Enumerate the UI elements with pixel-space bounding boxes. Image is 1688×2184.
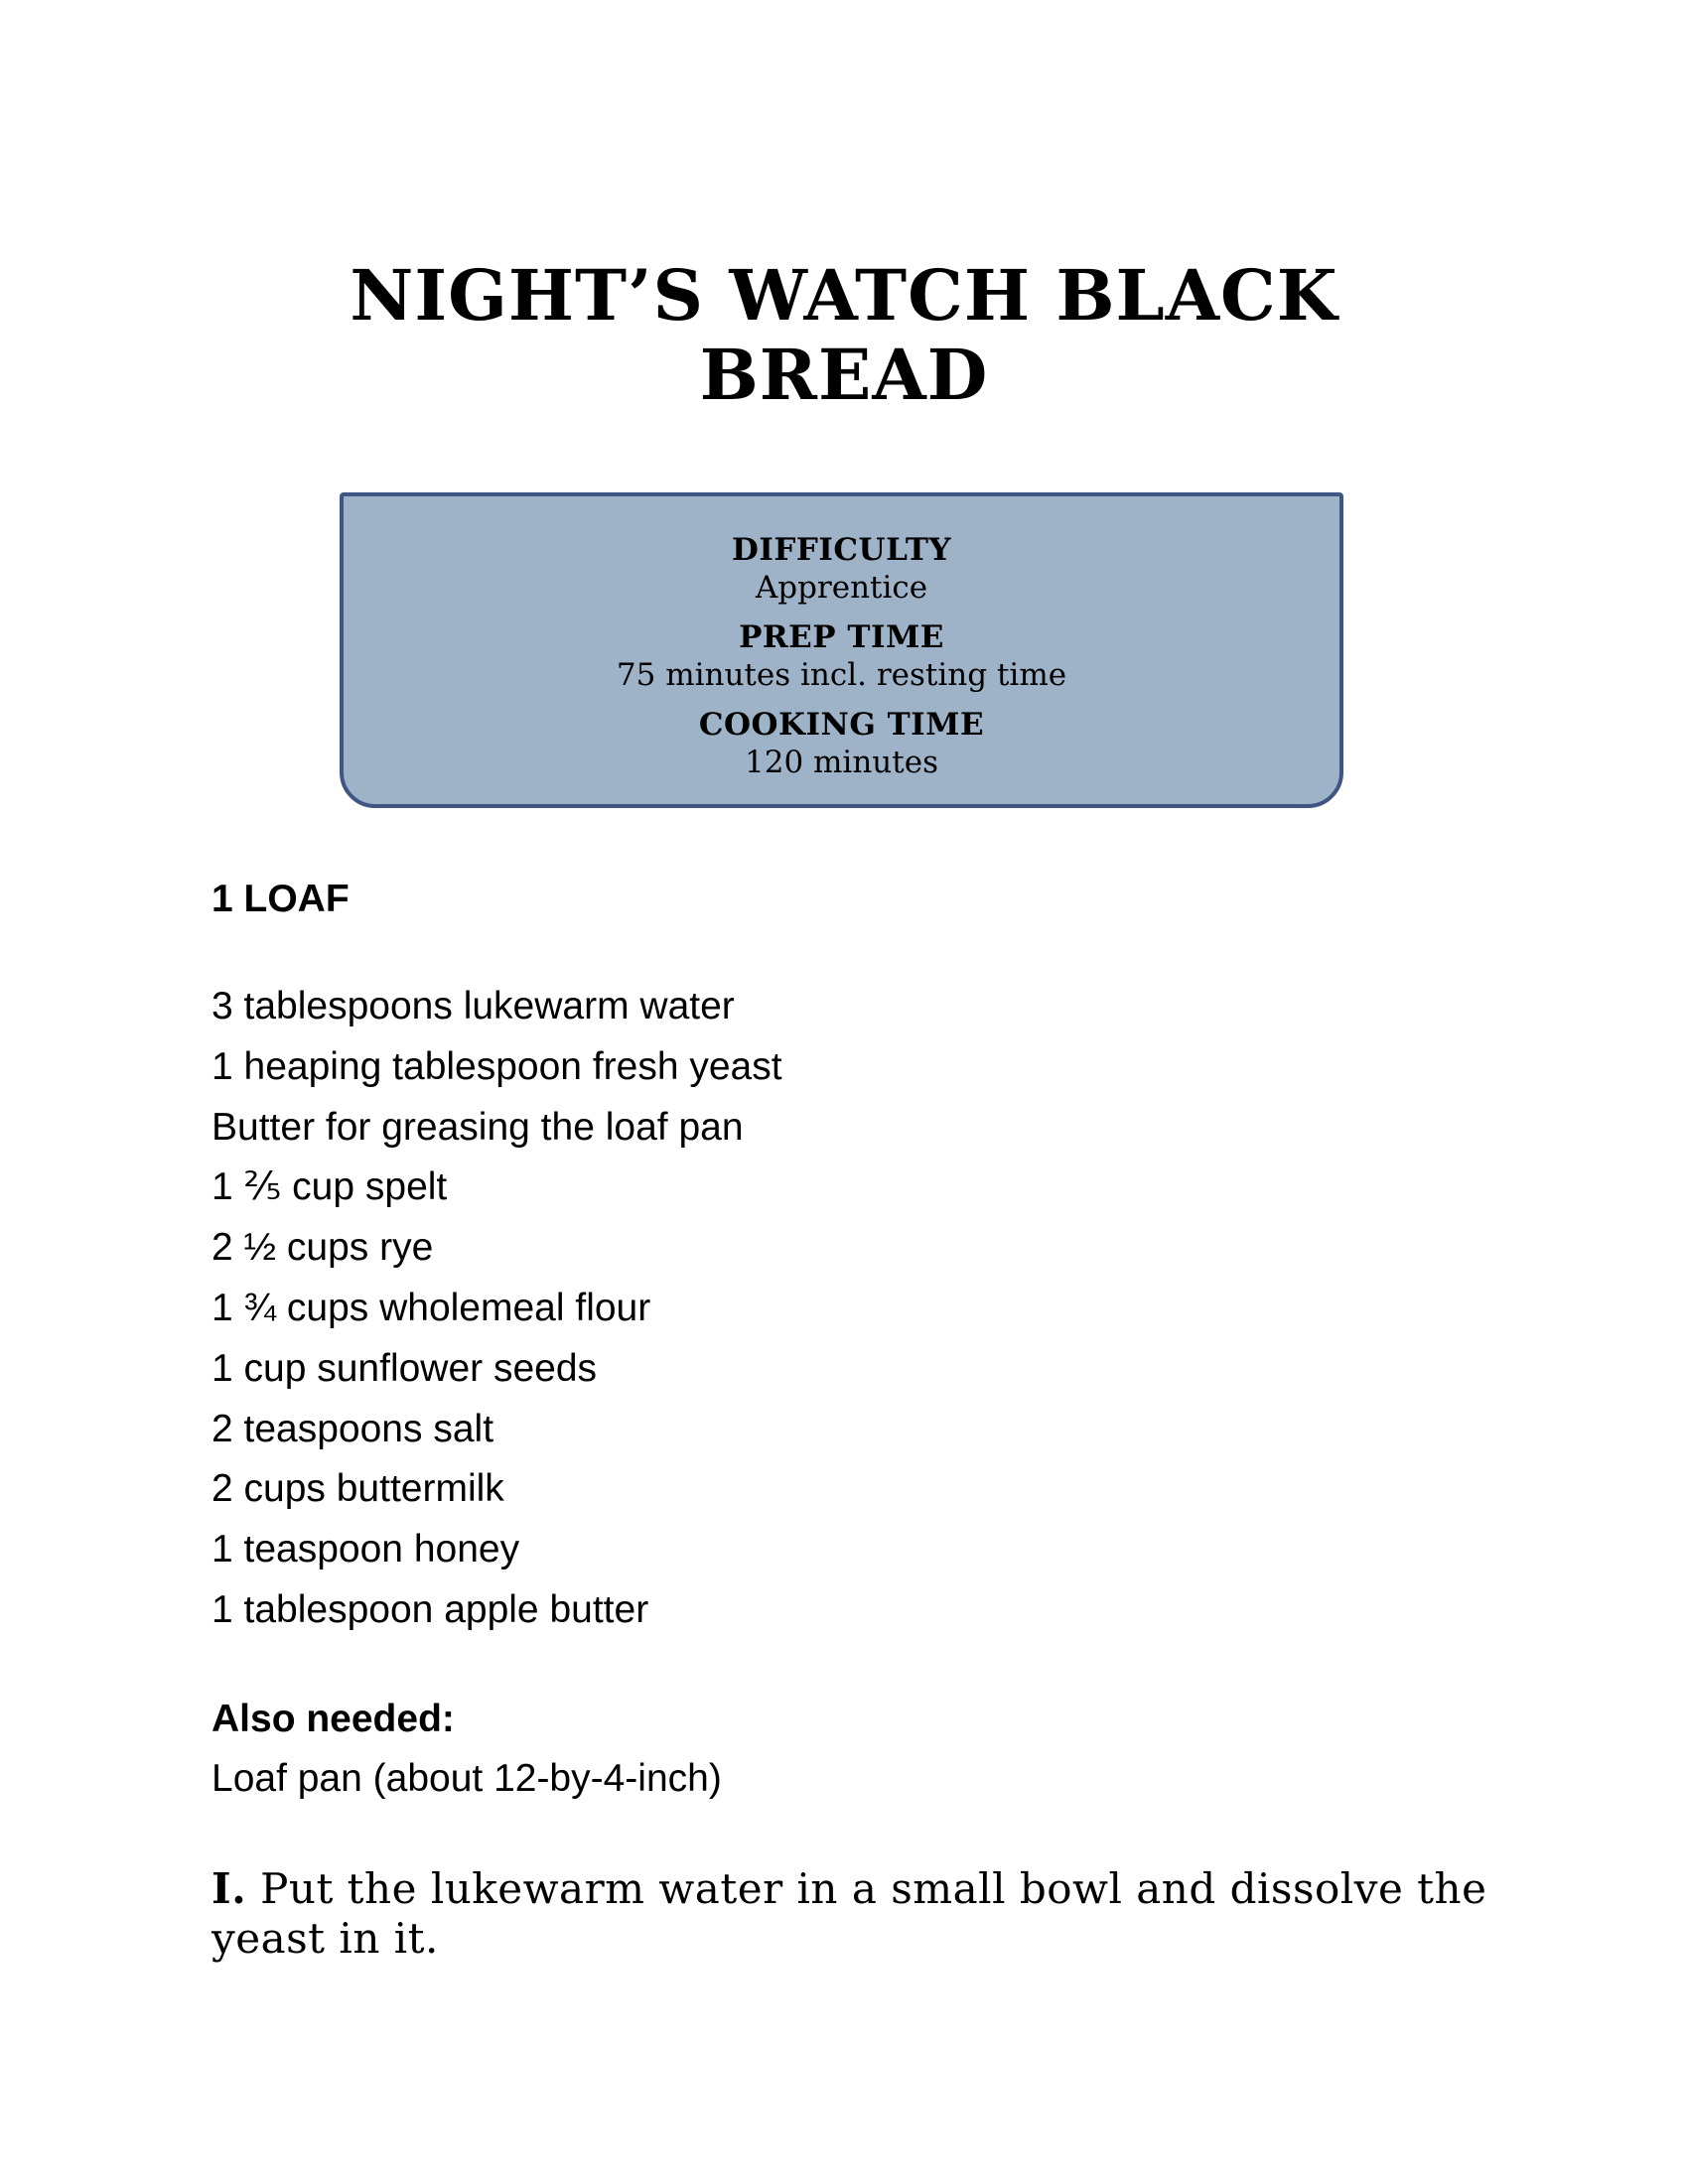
also-needed-value: Loaf pan (about 12-by-4-inch) [211, 1757, 722, 1800]
ingredient-item: 2 ½ cups rye [211, 1226, 434, 1270]
ingredient-item: 1 tablespoon apple butter [211, 1587, 649, 1631]
ingredient-item: 2 teaspoons salt [211, 1407, 494, 1450]
ingredient-item: 1 teaspoon honey [211, 1528, 520, 1571]
prep-time-label: PREP TIME [739, 619, 944, 655]
cooking-time-value: 120 minutes [745, 745, 938, 780]
also-needed-label: Also needed: [211, 1698, 455, 1740]
step-text: Put the lukewarm water in a small bowl and dissolve the yeast in it. [211, 1864, 1487, 1963]
ingredient-item: 2 cups buttermilk [211, 1467, 504, 1511]
prep-time-value: 75 minutes incl. resting time [616, 657, 1067, 693]
recipe-title: NIGHT’S WATCH BLACK BREAD [350, 254, 1338, 416]
ingredient-item: 1 cup sunflower seeds [211, 1346, 598, 1390]
prep-time-group [344, 618, 1339, 694]
servings-heading: 1 LOAF [211, 878, 350, 920]
difficulty-value: Apprentice [755, 570, 928, 606]
ingredient-item: 3 tablespoons lukewarm water [211, 985, 735, 1027]
recipe-info-box [340, 492, 1343, 808]
ingredient-item: 1 heaping tablespoon fresh yeast [211, 1044, 782, 1088]
ingredient-item: Butter for greasing the loaf pan [211, 1105, 744, 1149]
instruction-step [211, 1864, 1502, 1964]
ingredient-item: 1 ¾ cups wholemeal flour [211, 1286, 651, 1329]
ingredient-item: 1 ⅖ cup spelt [211, 1165, 448, 1209]
difficulty-group [344, 531, 1339, 607]
cooking-time-group [344, 706, 1339, 781]
difficulty-label: DIFFICULTY [731, 532, 952, 568]
ingredient-list [211, 983, 782, 1647]
step-number: I. [211, 1864, 247, 1913]
cooking-time-label: COOKING TIME [698, 707, 985, 743]
